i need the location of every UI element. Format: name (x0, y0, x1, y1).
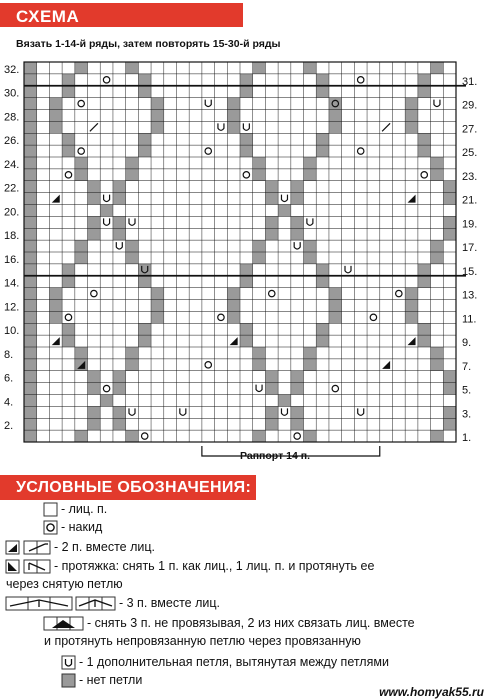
row-number-right: 17. (462, 242, 478, 254)
yarn-over-icon (44, 521, 57, 534)
footer-url: www.homyak55.ru (379, 685, 484, 699)
rapport-label: Раппорт 14 п. (240, 450, 310, 462)
row-number-left: 2. (4, 420, 14, 433)
row-number-left: 10. (4, 325, 20, 338)
row-number-left: 24. (4, 158, 20, 171)
row-number-right: 11. (462, 313, 477, 326)
instruction-text: Вязать 1-14-й ряды, затем повторять 15-30-й ряды (16, 38, 281, 50)
legend-s3: - снять 3 п. не провязывая, 2 из них связать лиц. вместе (87, 616, 415, 630)
legend-no-stitch: - нет петли (79, 673, 143, 687)
ssk-icon (6, 560, 50, 573)
row-number-left: 28. (4, 111, 20, 124)
no-stitch-icon (62, 674, 75, 687)
row-number-right: 25. (462, 147, 478, 159)
legend-knit: - лиц. п. (61, 502, 108, 516)
row-number-right: 29. (462, 99, 478, 112)
row-number-right: 15. (462, 265, 478, 278)
row-number-right: 1. (462, 432, 472, 444)
row-number-left: 18. (4, 230, 20, 243)
chart-title: СХЕМА (16, 7, 80, 26)
row-number-right: 19. (462, 218, 478, 231)
row-number-left: 22. (4, 182, 20, 195)
row-number-right: 27. (462, 123, 478, 136)
row-number-right: 9. (462, 337, 472, 349)
row-number-left: 26. (4, 135, 20, 148)
knit-icon (44, 503, 57, 516)
row-number-left: 4. (4, 396, 14, 409)
legend-title: УСЛОВНЫЕ ОБОЗНАЧЕНИЯ: (16, 479, 252, 496)
row-number-right: 5. (462, 384, 472, 397)
row-number-left: 12. (4, 301, 20, 314)
legend-yarn-over: - накид (61, 520, 103, 534)
row-number-right: 31. (462, 75, 478, 88)
row-number-left: 16. (4, 253, 20, 266)
legend-s3-cont: и протянуть непровязанную петлю через провязанную (44, 634, 361, 648)
legend-ssk: - протяжка: снять 1 п. как лиц., 1 лиц. п. и протянуть ее (54, 559, 375, 573)
legend-ssk-cont: через снятую петлю (6, 577, 123, 591)
row-number-right: 23. (462, 170, 478, 183)
legend-k3tog: - 3 п. вместе лиц. (119, 596, 220, 610)
legend-make-one: - 1 дополнительная петля, вытянутая между петлями (79, 655, 389, 669)
s3-icon (44, 617, 83, 630)
legend-k2tog: - 2 п. вместе лиц. (54, 540, 155, 554)
k2tog-icon (6, 541, 50, 554)
row-number-right: 7. (462, 360, 472, 373)
row-number-left: 6. (4, 372, 14, 385)
make-one-icon (62, 656, 75, 669)
row-number-left: 14. (4, 277, 20, 290)
row-number-right: 3. (462, 408, 472, 421)
k3tog-icon (6, 597, 115, 610)
row-number-right: 13. (462, 289, 478, 302)
row-number-left: 32. (4, 63, 20, 76)
row-number-left: 30. (4, 87, 20, 100)
row-number-right: 21. (462, 194, 478, 207)
row-number-left: 8. (4, 348, 14, 361)
row-number-left: 20. (4, 206, 20, 219)
